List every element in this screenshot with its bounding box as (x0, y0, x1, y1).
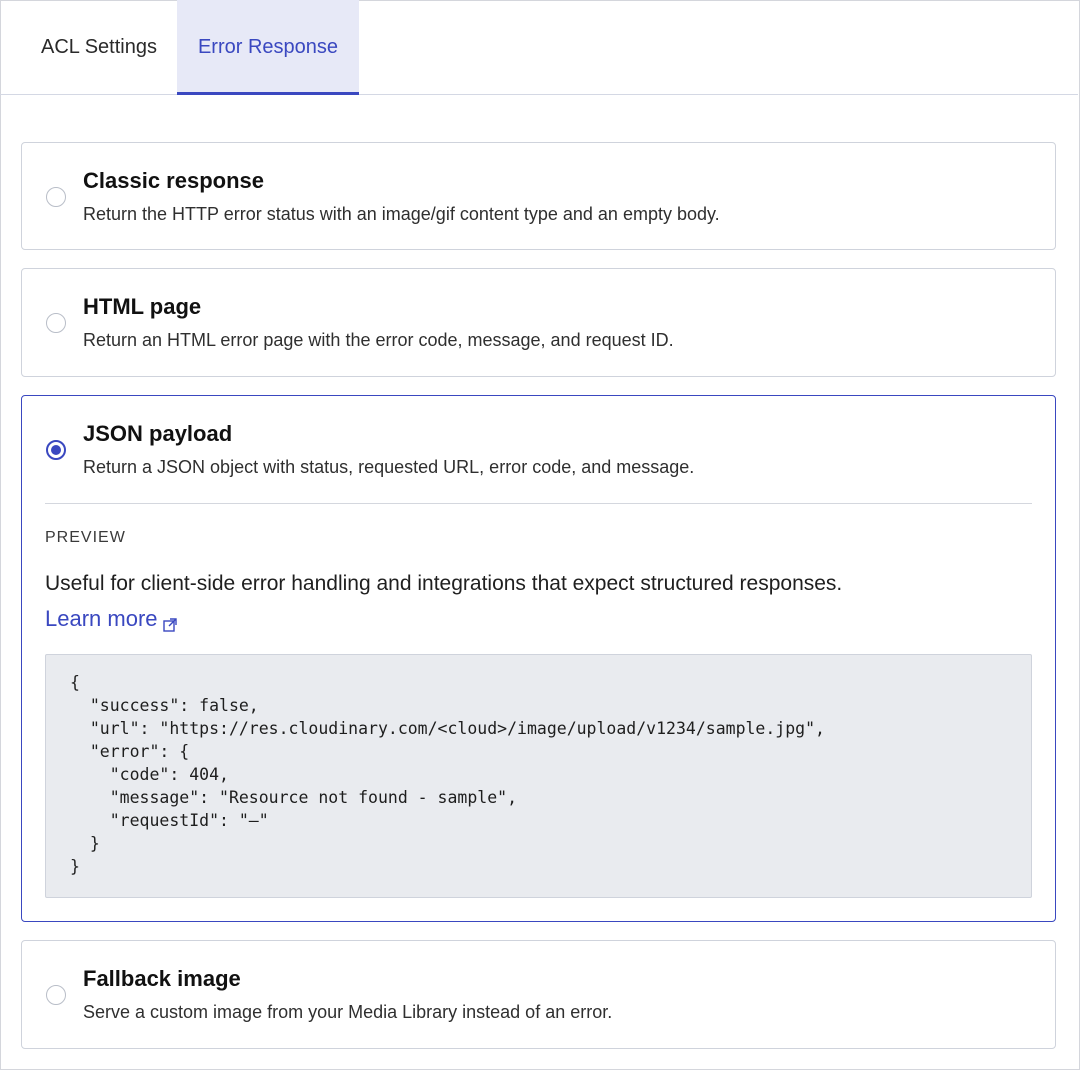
code-line: "code": 404, (70, 765, 229, 784)
learn-more-label: Learn more (45, 606, 158, 631)
option-title: JSON payload (83, 421, 233, 446)
option-description: Return a JSON object with status, requested URL, error code, and message. (83, 457, 695, 477)
option-description: Return the HTTP error status with an image/gif content type and an empty body. (83, 204, 720, 224)
preview-label: PREVIEW (45, 529, 126, 546)
code-line: } (70, 857, 80, 876)
option-card-classic-response[interactable] (21, 142, 1056, 250)
code-line: "requestId": "—" (70, 811, 269, 830)
preview-help-text: Useful for client-side error handling and integrations that expect structured responses. (45, 572, 843, 595)
option-description: Serve a custom image from your Media Library instead of an error. (83, 1002, 613, 1022)
code-line: "message": "Resource not found - sample", (70, 788, 518, 807)
radio-classic-response[interactable] (46, 187, 66, 207)
code-line: { (70, 673, 80, 692)
json-preview-code-block (45, 654, 1032, 898)
radio-fallback-image[interactable] (46, 985, 66, 1005)
option-title: HTML page (83, 294, 202, 319)
external-link-icon (163, 612, 177, 626)
option-description: Return an HTML error page with the error code, message, and request ID. (83, 330, 674, 350)
section-divider (45, 503, 1032, 504)
option-card-html-page[interactable] (21, 268, 1056, 377)
option-card-fallback-image[interactable] (21, 940, 1056, 1049)
option-title: Fallback image (83, 966, 241, 991)
tab-bar (0, 0, 1078, 95)
option-card-json-payload[interactable] (21, 395, 1056, 922)
radio-html-page[interactable] (46, 313, 66, 333)
tab-error-response[interactable]: Error Response (177, 0, 359, 94)
code-line: "url": "https://res.cloudinary.com/<cloud>/image/upload/v1234/sample.jpg", (70, 719, 825, 738)
learn-more-link[interactable] (45, 606, 177, 632)
code-line: "error": { (70, 742, 190, 761)
option-title: Classic response (83, 168, 264, 193)
code-line: } (70, 834, 100, 853)
code-line: "success": false, (70, 696, 259, 715)
radio-json-payload[interactable] (46, 440, 66, 460)
tab-acl-settings[interactable]: ACL Settings (41, 35, 157, 58)
